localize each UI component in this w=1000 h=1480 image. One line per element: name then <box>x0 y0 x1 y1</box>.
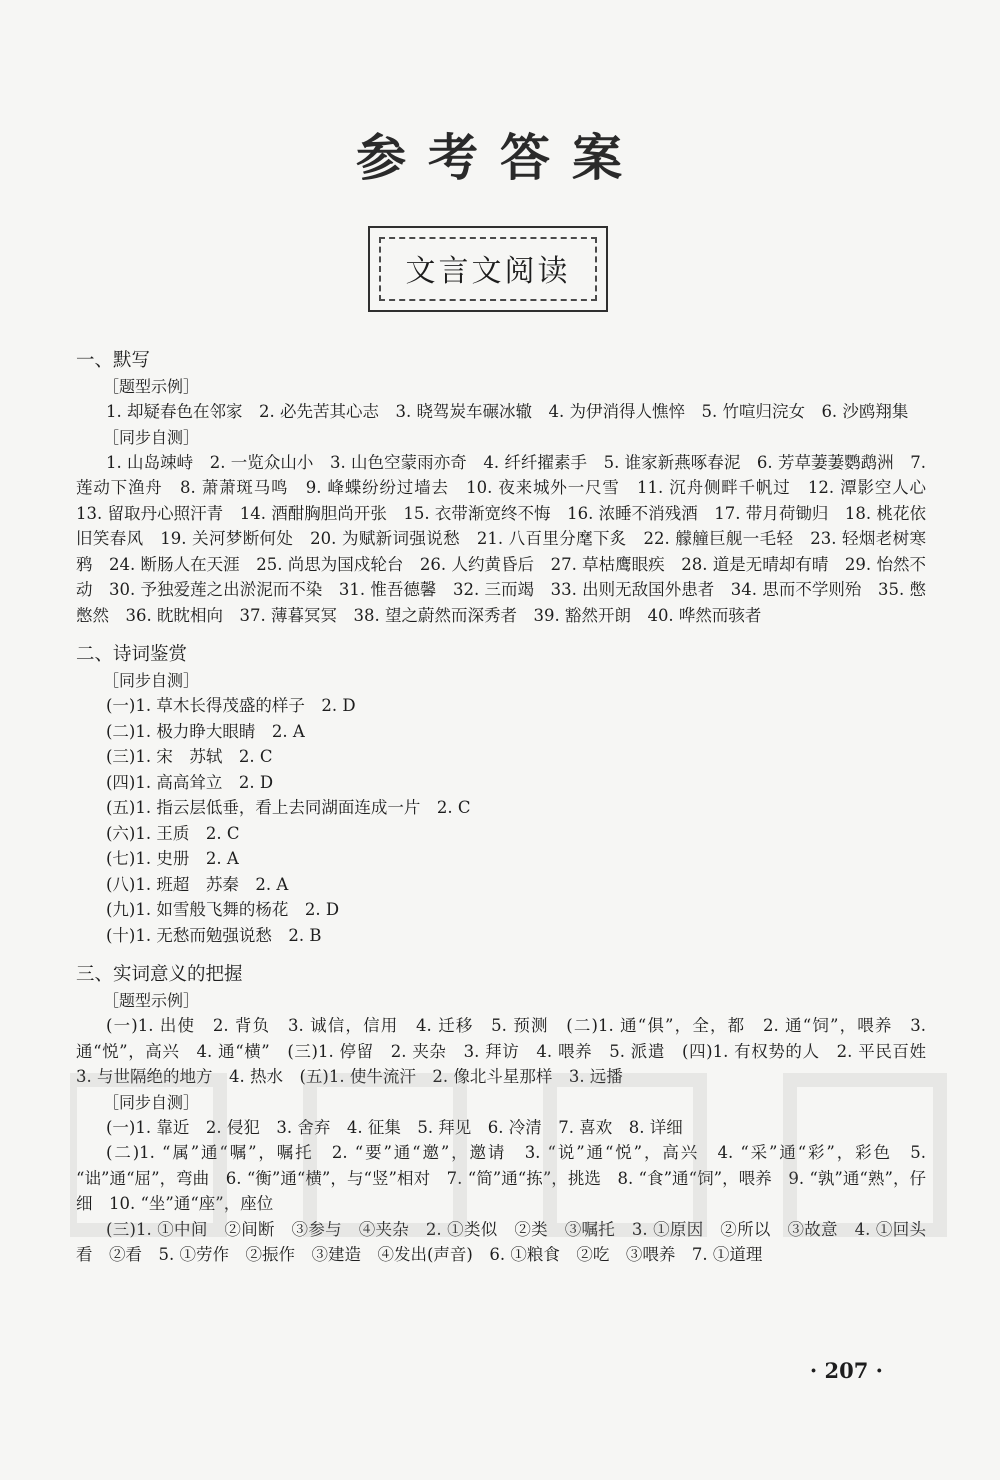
word-meaning-selftest-1: (一)1. 靠近 2. 侵犯 3. 舍弃 4. 征集 5. 拜见 6. 冷清 7. 喜欢 8. 详细 <box>106 1117 683 1137</box>
tag-example: ［题型示例］ <box>103 377 200 396</box>
heading-poetry: 二、诗词鉴赏 <box>76 644 188 665</box>
list-item: (八)1. 班超 苏秦 2. A <box>106 874 289 894</box>
list-item: (一)1. 草木长得茂盛的样子 2. D <box>106 696 356 715</box>
list-item: (三)1. 宋 苏轼 2. C <box>106 747 273 766</box>
tag-selftest: ［同步自测］ <box>103 671 200 690</box>
tag-selftest: ［同步自测］ <box>103 427 200 447</box>
list-item: (十)1. 无愁而勉强说愁 2. B <box>106 925 322 945</box>
heading-word-meaning: 三、实词意义的把握 <box>76 964 243 985</box>
list-item: (五)1. 指云层低垂，看上去同湖面连成一片 2. C <box>106 798 471 817</box>
word-meaning-examples: (一)1. 出使 2. 背负 3. 诚信，信用 4. 迁移 5. 预测 (二)1. 通“俱”，全，都 2. 通“饲”，喂养 3. 通“悦”，高兴 4. 通“横” (三)1. 停留 2. 夹杂 3. 拜访 4. 喂养 5. 派遣 (四)1. 有权势的人 2. 平民百姓 3. 与世隔绝的地方 4. 热水 (五)1. 使牛流汗 2. 像北斗星那样 3. 远播 <box>76 1016 943 1086</box>
word-meaning-selftest-3: (三)1. ①中间 ②间断 ③参与 ④夹杂 2. ①类似 ②类 ③嘱托 3. ①原因 ②所以 ③故意 4. ①回头看 ②看 5. ①劳作 ②振作 ③建造 ④发出(声音) 6. ①粮食 ②吃 ③喂养 7. ①道理 <box>76 1219 926 1264</box>
list-item: (四)1. 高高耸立 2. D <box>106 772 274 792</box>
answer-content <box>76 338 943 1268</box>
dictation-examples: 1. 却疑春色在邻家 2. 必先苦其心志 3. 晓驾炭车碾冰辙 4. 为伊消得人憔悴 5. 竹喧归浣女 6. 沙鸥翔集 <box>106 402 909 421</box>
section-title-frame <box>368 226 608 312</box>
list-item: (九)1. 如雪般飞舞的杨花 2. D <box>106 900 340 919</box>
poetry-answer-list <box>76 693 926 948</box>
dictation-selftest: 1. 山岛竦峙 2. 一览众山小 3. 山色空蒙雨亦奇 4. 纤纤擢素手 5. 谁家新燕啄春泥 6. 芳草萋萋鹦鹉洲 7. 莲动下渔舟 8. 萧萧斑马鸣 9. 峰蝶纷纷过墙去 10. 夜来城外一尺雪 11. 沉舟侧畔千帆过 12. 潭影空人心 13. 留取丹心照汗青 14. 酒酣胸胆尚开张 15. 衣带渐宽终不悔 16. 浓睡不消残酒 17. 带月荷锄归 18. 桃花依旧笑春风 19. 关河梦断何处 20. 为赋新词强说愁 21. 八百里分麾下炙 22. 艨艟巨舰一毛轻 23. 轻烟老树寒鸦 24. 断肠人在天涯 25. 尚思为国戍轮台 26. 人约黄昏后 27. 草枯鹰眼疾 28. 道是无晴却有晴 29. 怡然不动 30. 予独爱莲之出淤泥而不染 31. 惟吾德馨 32. 三而竭 33. 出则无敌国外患者 34. 思而不学则殆 35. 憋憋然 36. 眈眈相向 37. 薄暮冥冥 38. 望之蔚然而深秀者 39. 豁然开朗 40. 哗然而骇者 <box>76 452 943 625</box>
list-item: (七)1. 史册 2. A <box>106 849 239 868</box>
tag-selftest: ［同步自测］ <box>103 1092 200 1112</box>
page-number: · 207 · <box>809 1358 883 1383</box>
heading-dictation: 一、默写 <box>76 350 151 371</box>
section-title: 文言文阅读 <box>405 254 571 289</box>
page-title: 参考答案 <box>356 128 644 187</box>
tag-example: ［题型示例］ <box>103 991 200 1010</box>
list-item: (二)1. 极力睁大眼睛 2. A <box>106 721 305 741</box>
list-item: (六)1. 王质 2. C <box>106 823 240 843</box>
word-meaning-selftest-2: (二)1. “属”通“嘱”，嘱托 2. “要”通“邀”，邀请 3. “说”通“悦”，高兴 4. “采”通“彩”，彩色 5. “诎”通“屈”，弯曲 6. “衡”通“横”，与“竖”相对 7. “简”通“拣”，挑选 8. “食”通“饲”，喂养 9. “孰”通“熟”，仔细 10. “坐”通“座”，座位 <box>76 1143 926 1213</box>
